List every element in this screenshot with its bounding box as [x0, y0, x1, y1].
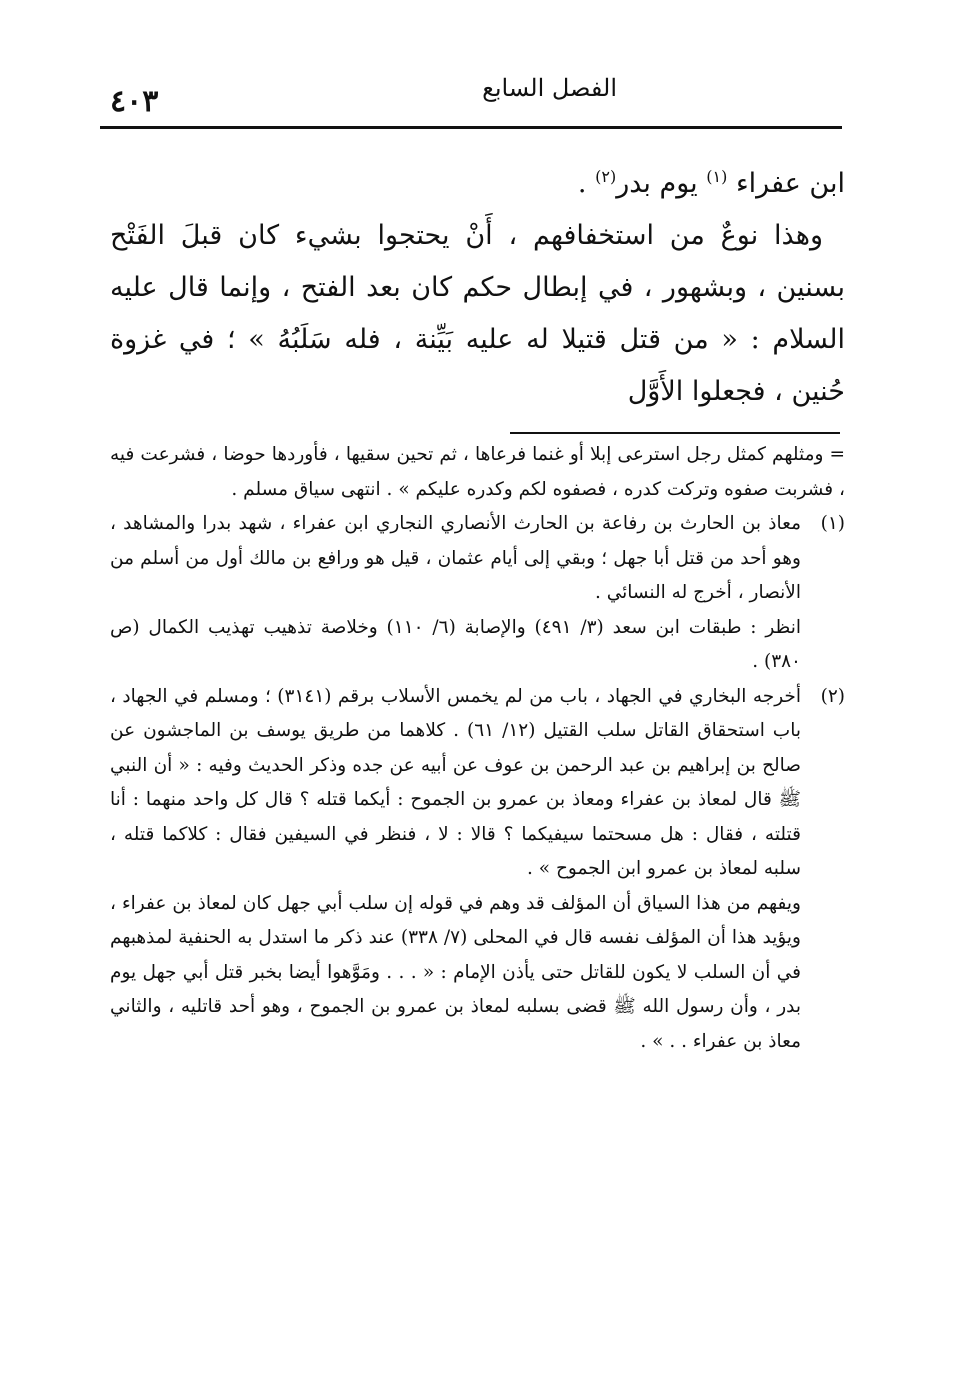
main-paragraph: وهذا نوعٌ من استخفافهم ، أَنْ يحتجوا بشيء كان قبلَ الفَتْح بسنين ، وبشهور ، في إبطال حكم كان بعد الفتح ، وإنما قال عليه السلام : « من قتل قتيلا له عليه بَيِّنة ، فله سَلَبُهُ » ؛ في غزوة حُنين ، فجعلوا الأَوَّل — [110, 220, 845, 407]
main-line-1-end: . — [577, 168, 587, 199]
main-line-1-text-b: يوم بدر — [616, 168, 698, 199]
footnote-1-number: (١) — [820, 513, 845, 534]
footnote-2-comment: ويفهم من هذا السياق أن المؤلف قد وهم في قوله إن سلب أبي جهل كان لمعاذ بن عفراء ، ويؤيد هذا أن المؤلف نفسه قال في المحلى (٧/ ٣٣٨) عند ذكر ما استدل به الحنفية لمذهبهم في أن السلب لا يكون للقاتل حتى يأذن الإمام : « . . . ومَوَّهوا أيضا بخبر قتل أبي جهل يوم بدر ، وأن رسول الله ﷺ قضى بسلبه لمعاذ بن عمرو بن الجموح ، وهو أحد قاتليه ، والثاني معاذ بن عفراء . . » . — [110, 892, 801, 1052]
footnote-1-text: معاذ بن الحارث بن رفاعة بن الحارث الأنصاري النجاري ابن عفراء ، شهد بدرا والمشاهد ، وهو أحد من قتل أبا جهل ؛ وبقي إلى أيام عثمان ، قيل هو ورافع بن مالك أول من أسلم من الأنصار ، أخرج له النسائي . — [110, 513, 801, 603]
footnote-ref-2: (٢) — [595, 167, 617, 186]
main-text — [110, 158, 845, 418]
footnote-ref-1: (١) — [706, 167, 728, 186]
header-rule — [100, 126, 842, 129]
running-header — [100, 62, 842, 132]
footnote-2-number: (٢) — [820, 685, 845, 707]
main-line-1-text: ابن عفراء — [735, 168, 845, 199]
footnote-continuation: = ومثلهم كمثل رجل استرعى إبلا أو غنما فرعاها ، ثم تحين سقيها ، فأوردها حوضا ، فشرعت فيه ، فشربت صفوه وتركت كدره ، فصفوه لكم وكدره عليكم » . انتهى سياق مسلم . — [110, 444, 845, 500]
footnote-1 — [110, 507, 845, 611]
footnote-2 — [110, 680, 845, 887]
chapter-title: الفصل السابع — [482, 74, 617, 102]
main-line-1 — [110, 158, 845, 210]
footnote-separator — [510, 432, 840, 434]
footnotes — [110, 438, 845, 1059]
page-number: ٤٠٣ — [110, 84, 159, 119]
footnote-2-text: أخرجه البخاري في الجهاد ، باب من لم يخمس الأسلاب برقم (٣١٤١) ؛ ومسلم في الجهاد ، باب استحقاق القاتل سلب القتيل (١٢/ ٦١) . كلاهما من طريق يوسف بن الماجشون عن صالح بن إبراهيم بن عبد الرحمن بن عوف عن أبيه عن جده وذكر الحديث وفيه : « أن النبي ﷺ قال لمعاذ بن عفراء ومعاذ بن عمرو بن الجموح : أيكما قتله ؟ قال كل واحد منهما : أنا قتلته ، فقال : هل مسحتما سيفيكما ؟ قالا : لا ، فنظر في السيفين فقال : كلاكما قتله ، سلبه لمعاذ بن عمرو ابن الجموح » . — [110, 685, 802, 879]
footnote-1-references: انظر : طبقات ابن سعد (٣/ ٤٩١) والإصابة (٦/ ١١٠) وخلاصة تذهيب تهذيب الكمال (ص ٣٨٠) . — [110, 616, 801, 672]
